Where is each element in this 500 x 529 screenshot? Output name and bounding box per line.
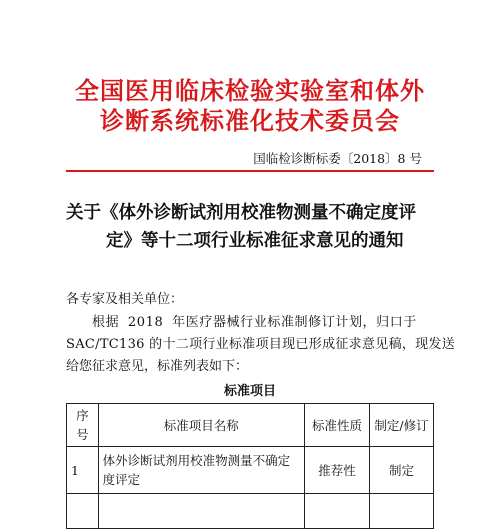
header-serial-number: 序号 — [67, 404, 99, 447]
standards-table — [66, 403, 434, 529]
issuing-organization-line-2: 诊断系统标准化技术委员会 — [100, 106, 400, 135]
row-serial-number: 1 — [67, 447, 99, 494]
table-row — [67, 494, 434, 529]
row-standard-nature-empty — [304, 494, 369, 529]
salutation: 各专家及相关单位： — [66, 292, 184, 307]
row-standard-name: 体外诊断试剂用校准物测量不确定度评定 — [98, 447, 304, 494]
body-paragraph-line-2: SAC/TC136 的十二项行业标准项目现已形成征求意见稿，现发送 — [66, 337, 456, 352]
body-paragraph-line-1: 根据 2018 年医疗器械行业标准制修订计划，归口于 — [92, 315, 417, 330]
header-standard-nature: 标准性质 — [304, 404, 369, 447]
header-formulate-revise: 制定/修订 — [370, 404, 434, 447]
row-standard-nature: 推荐性 — [304, 447, 369, 494]
table-caption: 标准项目 — [223, 384, 276, 399]
table-header-row — [67, 404, 434, 447]
table-row — [67, 447, 434, 494]
body-paragraph-line-3: 给您征求意见，标准列表如下： — [66, 359, 249, 374]
notice-title-line-2: 定》等十二项行业标准征求意见的通知 — [106, 231, 404, 251]
document-number: 国临检诊断标委〔2018〕8 号 — [253, 151, 422, 166]
row-formulate-revise-empty — [370, 494, 434, 529]
row-serial-number-empty — [67, 494, 99, 529]
row-standard-name-empty — [98, 494, 304, 529]
issuing-organization-line-1: 全国医用临床检验实验室和体外 — [75, 76, 425, 105]
row-formulate-revise: 制定 — [370, 447, 434, 494]
red-header-divider — [66, 170, 434, 172]
header-standard-name: 标准项目名称 — [98, 404, 304, 447]
notice-title-line-1: 关于《体外诊断试剂用校准物测量不确定度评 — [66, 203, 416, 223]
